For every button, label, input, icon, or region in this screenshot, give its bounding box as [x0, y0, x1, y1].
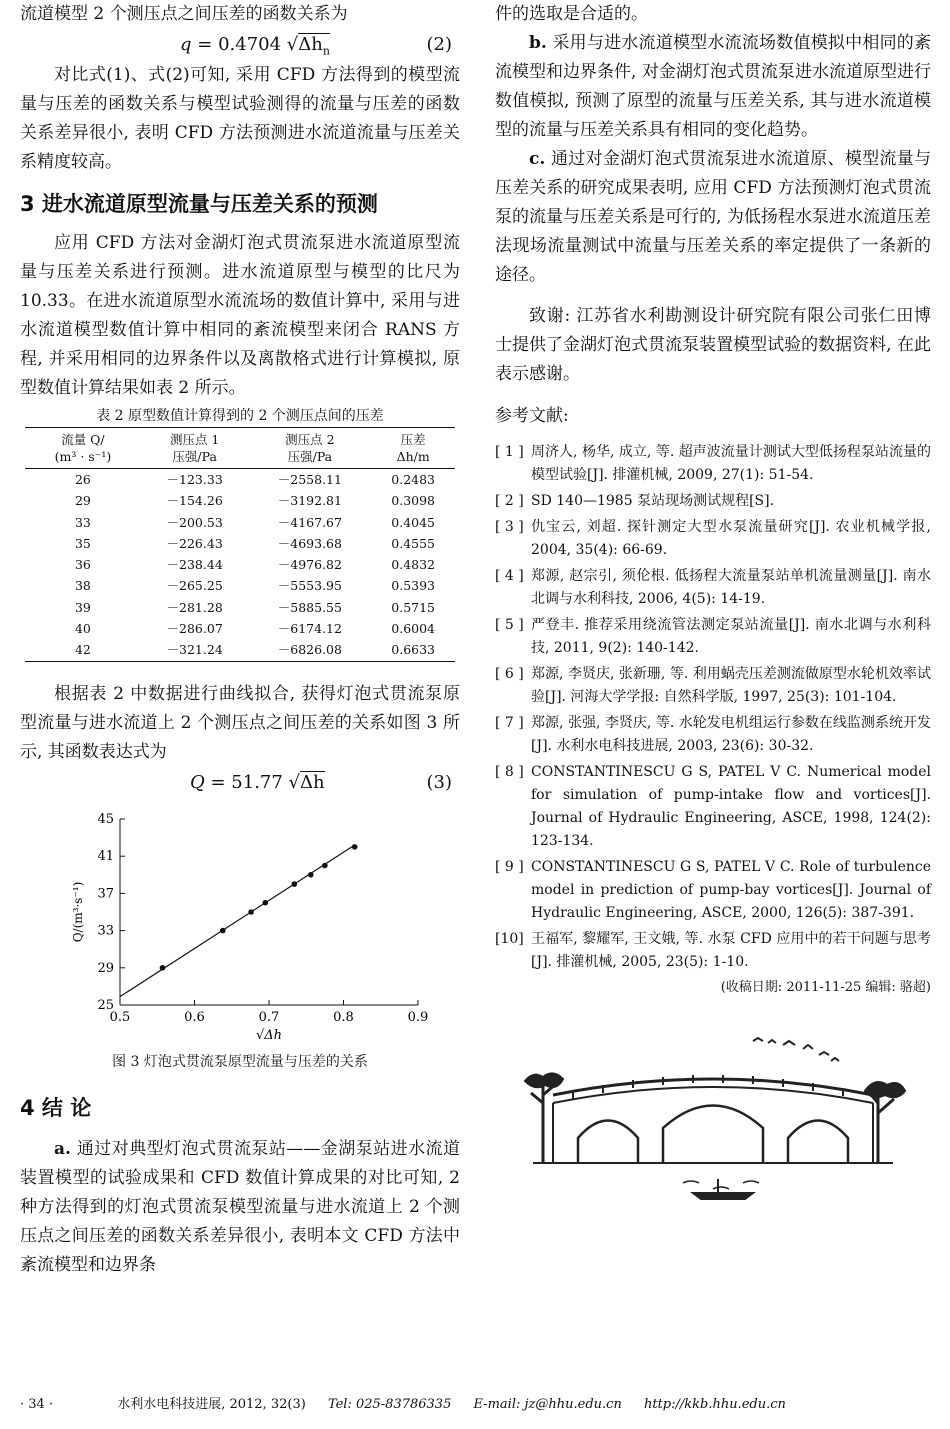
- reference-item: [495, 928, 931, 974]
- eq2-lhs: q: [180, 34, 192, 55]
- table-cell: 0.6004: [391, 621, 436, 637]
- reference-list: [495, 441, 931, 974]
- table-cell: 0.5393: [391, 578, 436, 594]
- reference-number: [ 7 ]: [495, 715, 524, 731]
- x-axis-label: √Δh: [255, 1027, 283, 1039]
- reference-number: [ 3 ]: [495, 519, 524, 535]
- equation-2: q = 0.4704 $√\Delta h_n$ (2): [20, 29, 460, 61]
- eq3-coef: 51.77: [231, 771, 283, 793]
- y-tick-label: 37: [97, 886, 114, 902]
- paragraph: 件的选取是合适的。: [495, 4, 648, 24]
- data-point: [292, 881, 298, 887]
- y-tick-label: 29: [97, 960, 114, 976]
- reference-number: [ 4 ]: [495, 568, 524, 584]
- table-cell: 0.6633: [371, 639, 455, 661]
- x-tick-label: 0.8: [333, 1009, 354, 1025]
- bridge-illustration: [513, 1033, 913, 1203]
- right-column: [495, 0, 931, 1203]
- website: http://kkb.hhu.edu.cn: [643, 1397, 786, 1412]
- table-cell: 42: [25, 639, 141, 661]
- x-tick-label: 0.7: [258, 1009, 280, 1025]
- header-line: Δh/m: [396, 449, 430, 464]
- table-cell: －200.53: [166, 514, 223, 530]
- table-header-cell: [248, 428, 371, 469]
- table-cell: －154.26: [166, 493, 223, 509]
- table-row: [25, 512, 455, 533]
- header-line: (m³ · s⁻¹): [54, 449, 112, 464]
- x-tick-label: 0.6: [184, 1009, 205, 1025]
- page-number: · 34 ·: [20, 1397, 54, 1412]
- paragraph-a: [20, 1135, 460, 1280]
- table-cell: 35: [74, 535, 91, 551]
- table-cell: 0.4045: [391, 514, 436, 530]
- table-cell: －4976.82: [277, 557, 342, 573]
- table-cell: －321.24: [141, 639, 249, 661]
- table-cell: 0.4555: [391, 535, 436, 551]
- data-point: [322, 862, 328, 868]
- table-cell: 36: [74, 557, 91, 573]
- header-line: 压强/Pa: [287, 449, 333, 464]
- paragraph: 应用 CFD 方法对金湖灯泡式贯流泵进水流道原型流量与压差关系进行预测。进水流道原型与模型的比尺为 10.33。在进水流道原型水流流场的数值计算中, 采用与进水流道模型数值计算中相同的紊流模型来闭合 RANS 方程, 并采用相同的边界条件以及离散格式进行计算模拟, 原型数值计算结果如表 2 所示。: [20, 233, 460, 398]
- reference-text: 周济人, 杨华, 成立, 等. 超声波流量计测试大型低扬程泵站流量的模型试验[J]. 排灌机械, 2009, 27(1): 51-54.: [531, 444, 931, 483]
- table-cell: －281.28: [166, 599, 223, 615]
- equation-number: (2): [426, 34, 452, 55]
- table-header-cell: [371, 428, 455, 469]
- table-cell: －6174.12: [277, 621, 342, 637]
- reference-number: [ 6 ]: [495, 666, 524, 682]
- y-tick-label: 45: [97, 811, 114, 827]
- section-3-title: 3 进水流道原型流量与压差关系的预测: [20, 192, 378, 216]
- reference-number: [ 5 ]: [495, 617, 524, 633]
- table-row: [25, 469, 455, 491]
- eq2-sub: n: [322, 44, 330, 58]
- reference-number: [ 9 ]: [495, 859, 524, 875]
- header-line: 测压点 1: [169, 432, 220, 447]
- table-cell: 40: [74, 621, 91, 637]
- table-cell: －6826.08: [248, 639, 371, 661]
- figure-3-caption: 图 3 灯泡式贯流泵原型流量与压差的关系: [112, 1053, 368, 1070]
- table-cell: 26: [74, 472, 91, 487]
- equation-number: (3): [426, 771, 452, 793]
- paragraph-text: 采用与进水流道模型水流流场数值模拟中相同的紊流模型和边界条件, 对金湖灯泡式贯流泵进水流道原型进行数值模拟, 预测了原型的流量与压差关系, 其与进水流道模型的流量与压差关系具有相同的变化趋势。: [495, 33, 932, 140]
- table-cell: －226.43: [166, 535, 223, 551]
- table-cell: 39: [74, 599, 91, 615]
- reference-text: SD 140—1985 泵站现场测试规程[S].: [531, 493, 775, 509]
- table-cell: 0.3098: [391, 493, 436, 509]
- journal-info: 水利水电科技进展, 2012, 32(3): [117, 1397, 306, 1412]
- eq3-lhs: Q: [190, 771, 205, 793]
- data-point: [248, 909, 254, 915]
- reference-item: [495, 516, 931, 562]
- table-cell: 33: [74, 514, 91, 530]
- references-title: 参考文献:: [495, 406, 569, 426]
- header-line: 压差: [400, 432, 426, 447]
- data-point: [262, 900, 268, 906]
- page-footer: [20, 1393, 920, 1412]
- table-cell: 38: [74, 578, 91, 594]
- left-column: [20, 0, 460, 1280]
- table-cell: －4693.68: [277, 535, 342, 551]
- reference-text: CONSTANTINESCU G S, PATEL V C. Numerical model for simulation of pump-intake flow and vortices[J]. Journal of Hydraulic Engineering, ASCE, 1998, 124(2): 123-134.: [531, 764, 931, 849]
- equation-3: Q = 51.77 √Δh (3): [20, 767, 460, 799]
- table-row: [25, 639, 455, 661]
- header-line: 测压点 2: [285, 432, 335, 447]
- table-cell: 0.4832: [391, 557, 436, 573]
- header-line: 压强/Pa: [172, 449, 217, 464]
- table-cell: －5885.55: [277, 599, 342, 615]
- item-label: c.: [529, 149, 546, 169]
- reference-number: [ 1 ]: [495, 444, 524, 460]
- figure-3-chart: [30, 799, 460, 1039]
- table-cell: －2558.11: [277, 472, 342, 487]
- reference-text: 郑源, 李贤庆, 张新珊, 等. 利用蜗壳压差测流做原型水轮机效率试验[J]. 河海大学学报: 自然科学版, 1997, 25(3): 101-104.: [531, 666, 931, 705]
- eq3-var: Δh: [300, 771, 325, 793]
- reference-item: [495, 490, 931, 513]
- table-cell: －265.25: [166, 578, 223, 594]
- paragraph: 根据表 2 中数据进行曲线拟合, 获得灯泡式贯流泵原型流量与进水流道上 2 个测压点之间压差的关系如图 3 所示, 其函数表达式为: [20, 683, 460, 762]
- reference-text: CONSTANTINESCU G S, PATEL V C. Role of turbulence model in prediction of pump-bay vortices[J]. Journal of Hydraulic Engineering, ASCE, 2000, 126(5): 387-391.: [531, 859, 931, 921]
- table-cell: －238.44: [166, 557, 223, 573]
- table-header-cell: [141, 428, 249, 469]
- table-row: [25, 490, 455, 511]
- table-cell: －3192.81: [277, 493, 342, 509]
- reference-number: [ 8 ]: [495, 764, 524, 780]
- table-cell: －286.07: [166, 621, 223, 637]
- reference-item: [495, 663, 931, 709]
- reference-item: [495, 441, 931, 487]
- reference-item: [495, 614, 931, 660]
- table-cell: －5553.95: [277, 578, 342, 594]
- table-row: [25, 554, 455, 575]
- reference-item: [495, 712, 931, 758]
- telephone: Tel: 025-83786335: [327, 1397, 452, 1412]
- paragraph-b: [495, 29, 931, 145]
- data-point: [160, 965, 166, 971]
- fit-line: [120, 845, 355, 997]
- reference-item: [495, 856, 931, 925]
- table-2: [25, 427, 455, 662]
- table-row: [25, 575, 455, 596]
- paragraph-text: 通过对典型灯泡式贯流泵站——金湖泵站进水流道装置模型的试验成果和 CFD 数值计算成果的对比可知, 2 种方法得到的灯泡式贯流泵模型流量与进水流道上 2 个测压点之间压差的函数关系差异很小, 表明本文 CFD 方法中紊流模型和边界条: [20, 1138, 461, 1275]
- paragraph: 对比式(1)、式(2)可知, 采用 CFD 方法得到的模型流量与压差的函数关系与模型试验测得的流量与压差的函数关系差异很小, 表明 CFD 方法预测进水流道流量与压差关系精度较高。: [20, 65, 460, 172]
- reference-text: 严登丰. 推荐采用绕流管法测定泵站流量[J]. 南水北调与水利科技, 2011, 9(2): 140-142.: [531, 617, 931, 656]
- y-tick-label: 41: [97, 848, 114, 864]
- table-2-caption: 表 2 原型数值计算得到的 2 个测压点间的压差: [96, 408, 384, 424]
- data-point: [308, 872, 314, 878]
- table-cell: 29: [74, 493, 91, 509]
- eq2-coef: 0.4704: [218, 34, 282, 55]
- x-tick-label: 0.5: [109, 1009, 131, 1025]
- paragraph: 流道模型 2 个测压点之间压差的函数关系为: [20, 4, 348, 24]
- data-point: [352, 844, 358, 850]
- table-cell: －123.33: [166, 472, 223, 487]
- table-cell: 0.2483: [391, 472, 436, 487]
- table-cell: 0.5715: [391, 599, 436, 615]
- table-header-cell: [25, 428, 141, 469]
- x-tick-label: 0.9: [407, 1009, 429, 1025]
- reference-number: [ 2 ]: [495, 493, 524, 509]
- reference-text: 王福军, 黎耀军, 王文娥, 等. 水泵 CFD 应用中的若干问题与思考[J]. 排灌机械, 2005, 23(5): 1-10.: [531, 931, 931, 970]
- acknowledgement: 致谢: 江苏省水利勘测设计研究院有限公司张仁田博士提供了金湖灯泡式贯流泵装置模型试验的数据资料, 在此表示感谢。: [495, 306, 931, 384]
- table-row: [25, 597, 455, 618]
- reference-text: 仇宝云, 刘超. 探针测定大型水泵流量研究[J]. 农业机械学报, 2004, 35(4): 66-69.: [531, 519, 931, 558]
- table-cell: －4167.67: [277, 514, 342, 530]
- reference-item: [495, 761, 931, 853]
- reference-text: 郑源, 张强, 李贤庆, 等. 水轮发电机组运行参数在线监测系统开发[J]. 水利水电科技进展, 2003, 23(6): 30-32.: [531, 715, 931, 754]
- paragraph-text: 通过对金湖灯泡式贯流泵进水流道原、模型流量与压差关系的研究成果表明, 应用 CFD 方法预测灯泡式贯流泵的流量与压差关系是可行的, 为低扬程水泵进水流道压差法现场流量测试中流量与压差关系的率定提供了一条新的途径。: [495, 149, 932, 285]
- item-label: a.: [54, 1138, 71, 1159]
- y-tick-label: 25: [97, 997, 114, 1013]
- reference-text: 郑源, 赵宗引, 须伦根. 低扬程大流量泵站单机流量测量[J]. 南水北调与水利科技, 2006, 4(5): 14-19.: [531, 568, 931, 607]
- y-axis-label: Q/(m³·s⁻¹): [71, 881, 85, 942]
- section-4-title: 4 结 论: [20, 1095, 92, 1120]
- header-line: 流量 Q/: [61, 432, 105, 447]
- item-label: b.: [529, 33, 547, 53]
- reference-item: [495, 565, 931, 611]
- y-tick-label: 33: [97, 923, 114, 939]
- received-date: (收稿日期: 2011-11-25 编辑: 骆超): [720, 980, 931, 995]
- data-point: [220, 927, 226, 933]
- eq2-var: Δh: [298, 34, 323, 55]
- reference-number: [10]: [495, 931, 524, 947]
- table-row: [25, 533, 455, 554]
- table-row: [25, 618, 455, 639]
- paragraph-c: [495, 145, 931, 290]
- email: E-mail: jz@hhu.edu.cn: [473, 1397, 622, 1412]
